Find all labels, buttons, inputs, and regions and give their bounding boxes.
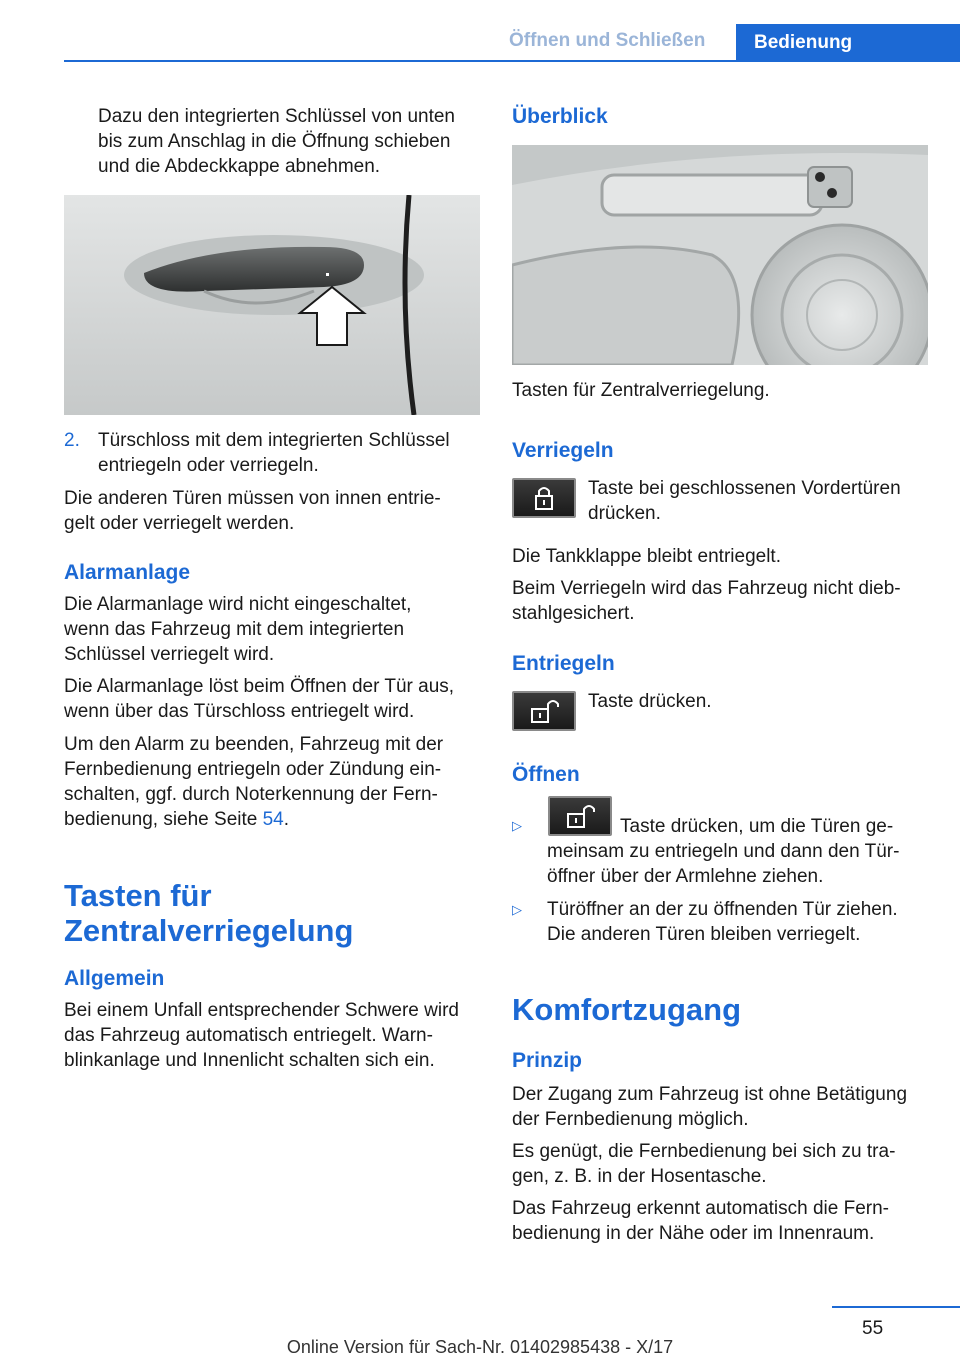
- door-panel-illustration: [512, 145, 928, 365]
- step-number: 2.: [64, 430, 80, 451]
- page-link-54[interactable]: 54: [262, 809, 284, 830]
- text-line: wenn über das Türschloss entriegelt wird.: [64, 701, 415, 722]
- image-caption: Tasten für Zentralverriegelung.: [512, 380, 770, 401]
- text-line: Türöffner an der zu öffnenden Tür ziehen.: [547, 899, 898, 920]
- text-line: blinkanlage und Innenlicht schalten sich ein.: [64, 1050, 435, 1071]
- heading-verriegeln: Verriegeln: [512, 439, 614, 462]
- text-line: Die anderen Türen bleiben verriegelt.: [547, 924, 861, 945]
- allgemein-paragraph: [64, 998, 494, 1073]
- text-line: Schlüssel verriegelt wird.: [64, 644, 275, 665]
- text-line: wenn das Fahrzeug mit dem integrierten: [64, 619, 405, 640]
- heading-oeffnen: Öffnen: [512, 763, 580, 786]
- text-line: Bei einem Unfall entsprechender Schwere wird: [64, 1000, 459, 1021]
- text-line: drücken.: [588, 503, 661, 524]
- open-bullet-2: [547, 897, 947, 947]
- text-line: stahlgesichert.: [512, 603, 635, 624]
- header-section-title: Öffnen und Schließen: [509, 30, 706, 51]
- title-line: Tasten für: [64, 878, 212, 913]
- text-span: bedienung, siehe Seite: [64, 809, 263, 830]
- text-line: Das Fahrzeug erkennt automatisch die Fern‐: [512, 1198, 890, 1219]
- intro-paragraph: [98, 104, 488, 179]
- door-handle-illustration: [64, 195, 480, 415]
- text-line: Es genügt, die Fernbedienung bei sich zu tra‐: [512, 1141, 896, 1162]
- principle-paragraph-2: [512, 1139, 952, 1189]
- text-line: Um den Alarm zu beenden, Fahrzeug mit der: [64, 734, 444, 755]
- page-number: 55: [862, 1318, 884, 1339]
- text-line: Die Alarmanlage löst beim Öffnen der Tür aus,: [64, 676, 455, 697]
- text-line: entriegeln oder verriegeln.: [98, 455, 319, 476]
- online-version-footer: Online Version für Sach-Nr. 01402985438 - X/17: [286, 1337, 674, 1357]
- text-line: gen, z. B. in der Hosentasche.: [512, 1166, 767, 1187]
- text-span: .: [283, 809, 290, 830]
- text-line: Fernbedienung entriegeln oder Zündung ein‐: [64, 759, 442, 780]
- text-line: Die Alarmanlage wird nicht eingeschaltet,: [64, 594, 412, 615]
- open-bullet-1-rest: [547, 839, 947, 889]
- text-line: Taste bei geschlossenen Vordertüren: [588, 478, 901, 499]
- heading-alarmanlage: Alarmanlage: [64, 561, 191, 584]
- lock-button-icon: [512, 478, 576, 518]
- alarm-paragraph-3: [64, 732, 484, 832]
- text-line: Der Zugang zum Fahrzeug ist ohne Betätigung: [512, 1084, 908, 1105]
- lock-text: [588, 476, 938, 526]
- footer-rule: [832, 1306, 960, 1308]
- text-line: öffner über der Armlehne ziehen.: [547, 866, 824, 887]
- unlock-icon: [550, 798, 610, 834]
- door-handle-image: [64, 195, 480, 415]
- text-line: schalten, ggf. durch Noterkennung der Fern‐: [64, 784, 438, 805]
- heading-prinzip: Prinzip: [512, 1049, 583, 1072]
- text-line: Türschloss mit dem integrierten Schlüssel: [98, 430, 450, 451]
- text-line: meinsam zu entriegeln und dann den Tür‐: [547, 841, 900, 862]
- principle-paragraph-1: [512, 1082, 952, 1132]
- section-title-komfortzugang: Komfortzugang: [512, 992, 742, 1027]
- principle-paragraph-3: [512, 1196, 952, 1246]
- text-line: [64, 807, 484, 832]
- lock-paragraph-2: [512, 576, 942, 626]
- lock-paragraph-1: Die Tankklappe bleibt entriegelt.: [512, 546, 781, 567]
- title-line: Zentralverriegelung: [64, 913, 354, 948]
- lock-icon: [514, 480, 574, 516]
- alarm-paragraph-1: [64, 592, 484, 667]
- unlock-icon: [514, 693, 574, 729]
- text-line: Die anderen Türen müssen von innen entrie‐: [64, 488, 441, 509]
- text-line: Beim Verriegeln wird das Fahrzeug nicht dieb‐: [512, 578, 901, 599]
- header-tab-bedienung[interactable]: Bedienung: [736, 24, 960, 62]
- text-line: bis zum Anschlag in die Öffnung schieben: [98, 131, 451, 152]
- unlock-button-icon: [512, 691, 576, 731]
- heading-entriegeln: Entriegeln: [512, 652, 615, 675]
- bullet-icon: ▷: [512, 818, 522, 833]
- open-bullet-1-first: Taste drücken, um die Türen ge‐: [620, 816, 894, 837]
- unlock-button-icon-inline: [548, 796, 612, 836]
- door-panel-image: [512, 145, 928, 365]
- heading-allgemein: Allgemein: [64, 967, 165, 990]
- unlock-text: Taste drücken.: [588, 691, 712, 712]
- bullet-icon: ▷: [512, 902, 522, 917]
- header-rule: [64, 60, 960, 62]
- text-line: Dazu den integrierten Schlüssel von unten: [98, 106, 456, 127]
- heading-ueberblick: Überblick: [512, 105, 608, 128]
- text-line: das Fahrzeug automatisch entriegelt. Warn‐: [64, 1025, 433, 1046]
- text-line: bedienung in der Nähe oder im Innenraum.: [512, 1223, 875, 1244]
- paragraph-other-doors: [64, 486, 484, 536]
- alarm-paragraph-2: [64, 674, 484, 724]
- text-line: der Fernbedienung möglich.: [512, 1109, 749, 1130]
- text-line: und die Abdeckkappe abnehmen.: [98, 156, 381, 177]
- text-line: gelt oder verriegelt werden.: [64, 513, 295, 534]
- section-title-tasten: [64, 878, 484, 948]
